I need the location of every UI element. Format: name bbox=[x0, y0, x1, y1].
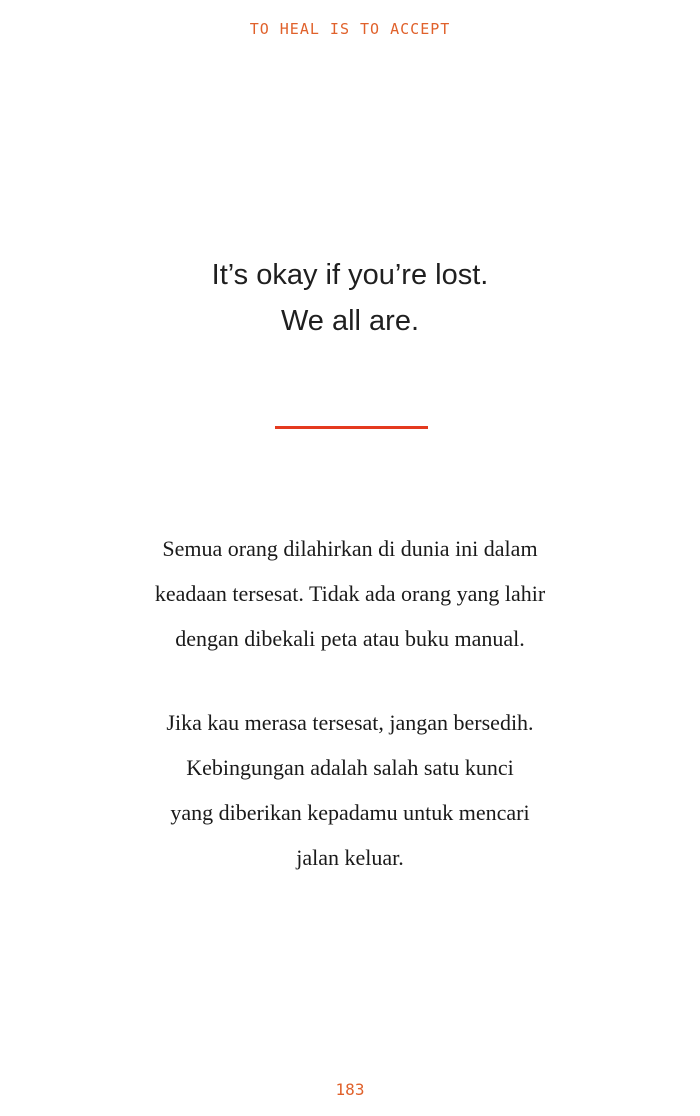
running-header: TO HEAL IS TO ACCEPT bbox=[249, 20, 451, 38]
body-paragraph-2 bbox=[0, 700, 700, 880]
red-divider bbox=[275, 426, 428, 429]
paragraph-line: yang diberikan kepadamu untuk mencari bbox=[170, 800, 530, 825]
quote-line: It’s okay if you’re lost. bbox=[211, 259, 489, 291]
paragraph-line: Jika kau merasa tersesat, jangan bersedih. bbox=[166, 710, 534, 735]
page-number: 183 bbox=[335, 1080, 365, 1099]
paragraph-line: keadaan tersesat. Tidak ada orang yang lahir bbox=[154, 581, 546, 606]
paragraph-line: Kebingungan adalah salah satu kunci bbox=[186, 755, 514, 780]
paragraph-line: Semua orang dilahirkan di dunia ini dalam bbox=[162, 536, 538, 561]
pull-quote bbox=[0, 252, 700, 344]
paragraph-line: dengan dibekali peta atau buku manual. bbox=[175, 626, 525, 651]
body-paragraph-1 bbox=[0, 526, 700, 661]
paragraph-line: jalan keluar. bbox=[296, 845, 404, 870]
quote-line: We all are. bbox=[280, 305, 420, 337]
